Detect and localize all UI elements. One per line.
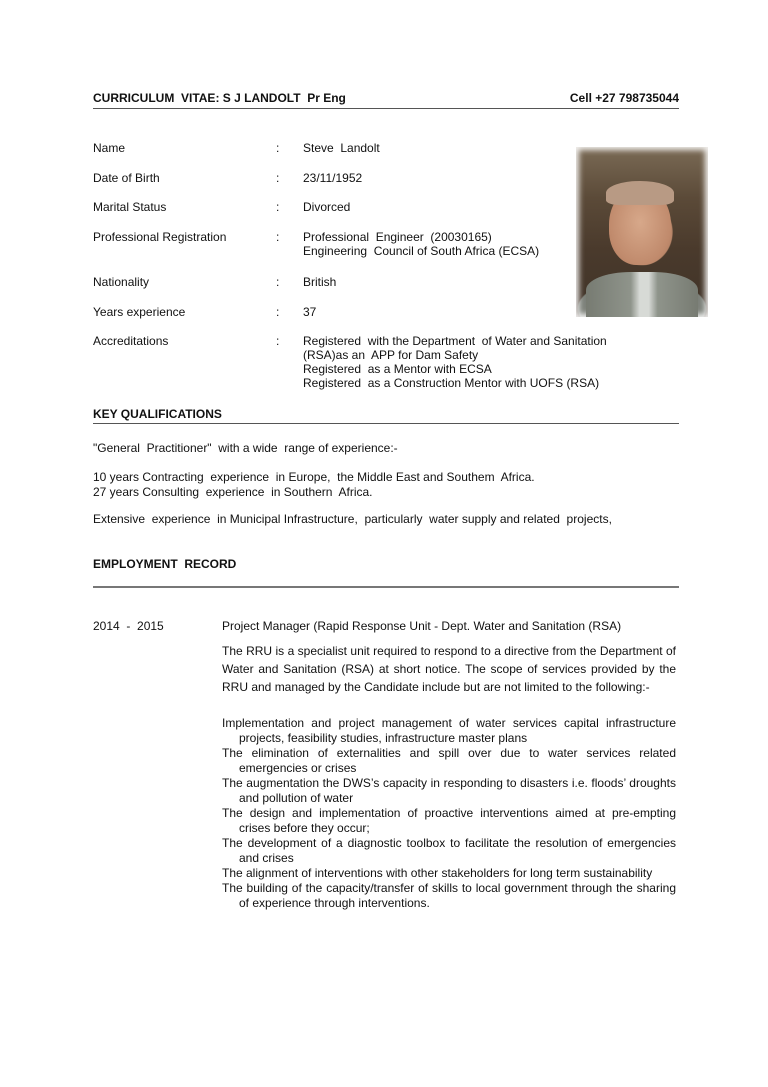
field-label: Professional Registration xyxy=(93,230,227,244)
field-label: Accreditations xyxy=(93,334,169,348)
portrait-photo xyxy=(576,147,708,317)
value-line: (RSA)as an APP for Dam Safety xyxy=(303,348,479,362)
employment-description: The RRU is a specialist unit required to respond to a directive from the Department of Water and Sanitation (RSA) at short notice. The scope of services provided by the RRU and managed by the Candidate include but are not limited to the following:- xyxy=(222,644,676,694)
section-divider xyxy=(93,423,679,424)
photo-hair xyxy=(606,181,674,205)
section-title-employment-record: EMPLOYMENT RECORD xyxy=(93,557,237,571)
field-label: Date of Birth xyxy=(93,171,160,185)
value-line: Professional Engineer (20030165) xyxy=(303,230,492,244)
value-line: Registered with the Department of Water and Sanitation xyxy=(303,334,607,348)
value-line: British xyxy=(303,275,337,289)
value-line: 23/11/1952 xyxy=(303,171,363,185)
responsibility-item: The development of a diagnostic toolbox to facilitate the resolution of emergencies and crises xyxy=(222,836,676,865)
responsibility-item: The building of the capacity/transfer of skills to local government through the sharing of experience through interventions. xyxy=(222,881,676,910)
value-line: Divorced xyxy=(303,200,351,214)
employment-responsibilities xyxy=(222,716,676,911)
value-line: Engineering Council of South Africa (ECSA) xyxy=(303,244,540,258)
qualifications-extensive: Extensive experience in Municipal Infrastructure, particularly water supply and related projects, xyxy=(93,512,612,526)
responsibility-item: The elimination of externalities and spill over due to water services related emergencies or crises xyxy=(222,746,676,775)
field-value xyxy=(303,334,683,390)
field-colon: : xyxy=(276,141,280,155)
value-line: 37 xyxy=(303,305,317,319)
qualifications-intro: "General Practitioner" with a wide range of experience:- xyxy=(93,441,398,455)
field-colon: : xyxy=(276,171,280,185)
document-title: CURRICULUM VITAE: S J LANDOLT Pr Eng xyxy=(93,91,346,105)
field-colon: : xyxy=(276,200,280,214)
field-label: Nationality xyxy=(93,275,150,289)
field-label: Name xyxy=(93,141,126,155)
responsibility-item: The design and implementation of proactive interventions aimed at pre-empting crises before they occur; xyxy=(222,806,676,835)
field-colon: : xyxy=(276,230,280,244)
field-colon: : xyxy=(276,275,280,289)
value-line: Steve Landolt xyxy=(303,141,380,155)
section-title-key-qualifications: KEY QUALIFICATIONS xyxy=(93,407,222,421)
field-label: Marital Status xyxy=(93,200,167,214)
document-header xyxy=(93,91,679,109)
employment-position: Project Manager (Rapid Response Unit - Dept. Water and Sanitation (RSA) xyxy=(222,619,622,633)
qualification-line: 27 years Consulting experience in Southern Africa. xyxy=(93,485,373,499)
value-line: Registered as a Construction Mentor with UOFS (RSA) xyxy=(303,376,600,390)
employment-dates: 2014 - 2015 xyxy=(93,619,164,633)
value-line: Registered as a Mentor with ECSA xyxy=(303,362,492,376)
cell-number: Cell +27 798735044 xyxy=(569,91,679,105)
photo-shirt xyxy=(586,272,698,317)
responsibility-item: The alignment of interventions with other stakeholders for long term sustainability xyxy=(222,866,653,880)
section-divider xyxy=(93,586,679,588)
field-colon: : xyxy=(276,334,280,348)
field-colon: : xyxy=(276,305,280,319)
qualification-line: 10 years Contracting experience in Europe, the Middle East and Southem Africa. xyxy=(93,470,535,484)
responsibility-item: The augmentation the DWS’s capacity in responding to disasters i.e. floods’ droughts and pollution of water xyxy=(222,776,676,805)
field-label: Years experience xyxy=(93,305,186,319)
responsibility-item: Implementation and project management of water services capital infrastructure projects, feasibility studies, infrastructure master plans xyxy=(222,716,676,745)
